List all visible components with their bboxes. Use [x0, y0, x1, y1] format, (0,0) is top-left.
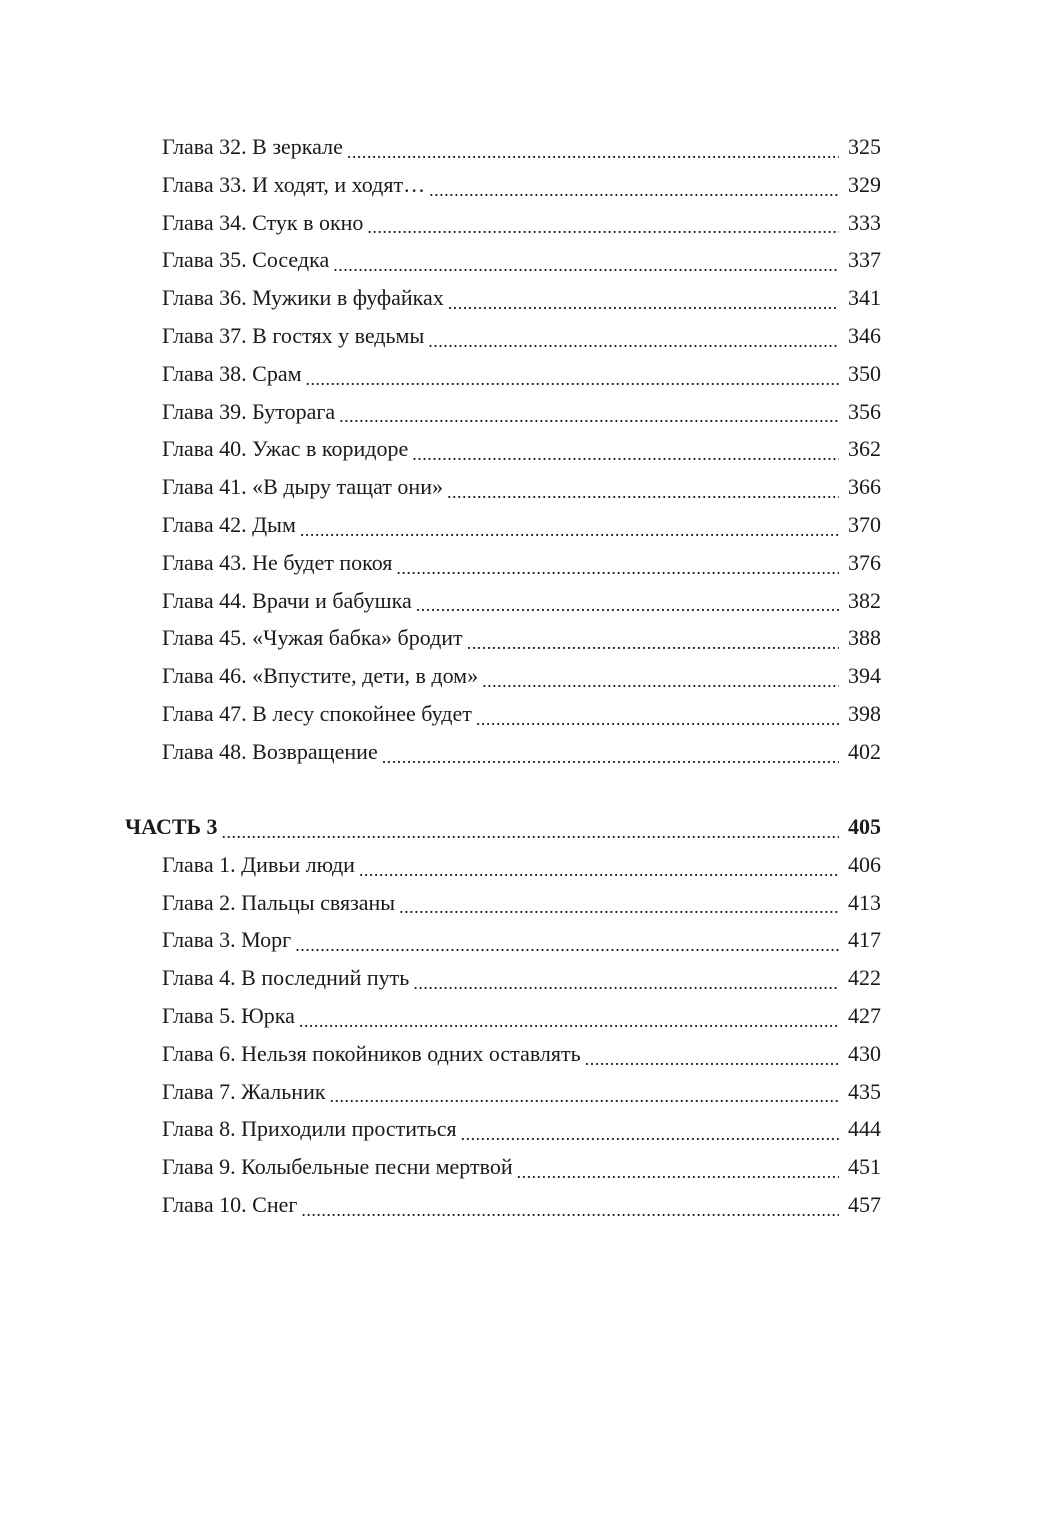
toc-entry-page: 366: [848, 474, 881, 500]
dot-leader: [428, 317, 839, 355]
toc-entry-page: 435: [848, 1078, 881, 1104]
toc-entry-page: 341: [848, 285, 881, 311]
dot-leader: [382, 733, 839, 771]
dot-leader: [330, 1073, 839, 1111]
toc-entry-title: Глава 33. И ходят, и ходят…: [162, 171, 426, 197]
toc-entry-page: 398: [848, 700, 881, 726]
toc-entry: [125, 506, 881, 544]
dot-leader: [399, 884, 839, 922]
dot-leader: [476, 695, 839, 733]
toc-entry-page: 413: [848, 889, 881, 915]
dot-leader: [416, 582, 839, 620]
toc-entry: [125, 544, 881, 582]
toc-entry: [125, 657, 881, 695]
part-page: 405: [848, 814, 881, 839]
toc-entry-page: 406: [848, 851, 881, 877]
toc-entry-title: Глава 34. Стук в окно: [162, 209, 364, 235]
dot-leader: [412, 430, 839, 468]
dot-leader: [447, 468, 839, 506]
toc-entry-title: Глава 48. Возвращение: [162, 738, 378, 764]
toc-entry: [125, 619, 881, 657]
dot-leader: [295, 921, 839, 959]
toc-entry-title: Глава 35. Соседка: [162, 247, 330, 273]
toc-entry-title: Глава 47. В лесу спокойнее будет: [162, 700, 472, 726]
toc-entry: [125, 317, 881, 355]
toc-entry: [125, 204, 881, 242]
toc-entry-title: Глава 5. Юрка: [162, 1002, 295, 1028]
toc-entry-title: Глава 1. Дивьи люди: [162, 851, 355, 877]
dot-leader: [301, 1186, 839, 1224]
toc-entry-title: Глава 9. Колыбельные песни мертвой: [162, 1154, 513, 1180]
toc-entry-title: Глава 4. В последний путь: [162, 965, 410, 991]
toc-entry-page: 382: [848, 587, 881, 613]
dot-leader: [306, 355, 839, 393]
dot-leader: [300, 506, 839, 544]
dot-leader: [339, 393, 839, 431]
toc-entry-title: Глава 8. Приходили проститься: [162, 1116, 457, 1142]
toc-entry-title: Глава 43. Не будет покоя: [162, 549, 393, 575]
toc-entry-title: Глава 10. Снег: [162, 1191, 298, 1217]
toc-entry-page: 427: [848, 1002, 881, 1028]
toc-entry-page: 333: [848, 209, 881, 235]
toc-entry-page: 362: [848, 436, 881, 462]
toc-entry-title: Глава 38. Срам: [162, 360, 302, 386]
dot-leader: [222, 808, 839, 846]
dot-leader: [585, 1035, 839, 1073]
toc-entry: [125, 241, 881, 279]
toc-entry-title: Глава 40. Ужас в коридоре: [162, 436, 409, 462]
dot-leader: [359, 846, 839, 884]
toc-entry: [125, 733, 881, 771]
toc-entry: [125, 884, 881, 922]
dot-leader: [347, 128, 839, 166]
dot-leader: [299, 997, 839, 1035]
toc-entry-page: 422: [848, 965, 881, 991]
toc-entry-page: 376: [848, 549, 881, 575]
toc-entry-title: Глава 46. «Впустите, дети, в дом»: [162, 663, 479, 689]
toc-entry-title: Глава 32. В зеркале: [162, 134, 343, 159]
toc-entry-page: 388: [848, 625, 881, 651]
toc-entry-page: 402: [848, 738, 881, 764]
toc-entry-title: Глава 2. Пальцы связаны: [162, 889, 396, 915]
toc-entry-page: 370: [848, 511, 881, 537]
toc-entry-title: Глава 39. Буторага: [162, 398, 336, 424]
toc-block-part-2-end: [125, 128, 881, 771]
part-title: ЧАСТЬ 3: [125, 814, 218, 839]
toc-entry: [125, 582, 881, 620]
dot-leader: [367, 204, 839, 242]
toc-entry: [125, 355, 881, 393]
toc-entry-title: Глава 6. Нельзя покойников одних оставлять: [162, 1040, 581, 1066]
toc-entry: [125, 846, 881, 884]
toc-entry-title: Глава 37. В гостях у ведьмы: [162, 322, 425, 348]
toc-entry-title: Глава 41. «В дыру тащат они»: [162, 474, 443, 500]
toc-entry-page: 444: [848, 1116, 881, 1142]
dot-leader: [448, 279, 839, 317]
toc-entry: [125, 1110, 881, 1148]
toc-entry-title: Глава 36. Мужики в фуфайках: [162, 285, 444, 311]
toc-entry-page: 430: [848, 1040, 881, 1066]
toc-entry-page: 325: [848, 134, 881, 159]
toc-entry: [125, 695, 881, 733]
toc-entry-page: 417: [848, 927, 881, 953]
toc-entry: [125, 279, 881, 317]
toc-entry: [125, 393, 881, 431]
toc-entry-page: 451: [848, 1154, 881, 1180]
toc-entry: [125, 430, 881, 468]
toc-entry-title: Глава 3. Морг: [162, 927, 292, 953]
toc-part-heading: [125, 808, 881, 846]
toc-entry: [125, 1148, 881, 1186]
toc-entry-page: 394: [848, 663, 881, 689]
dot-leader: [461, 1110, 839, 1148]
toc-entry: [125, 468, 881, 506]
dot-leader: [396, 544, 839, 582]
dot-leader: [467, 619, 839, 657]
toc-entry-page: 337: [848, 247, 881, 273]
toc-entry-title: Глава 45. «Чужая бабка» бродит: [162, 625, 463, 651]
dot-leader: [413, 959, 839, 997]
toc-block-part-3: [125, 808, 881, 1224]
toc-entry-page: 350: [848, 360, 881, 386]
toc-entry: [125, 1186, 881, 1224]
toc-entry: [125, 959, 881, 997]
toc-entry-page: 329: [848, 171, 881, 197]
toc-entry-page: 356: [848, 398, 881, 424]
dot-leader: [482, 657, 839, 695]
toc-entry-page: 457: [848, 1191, 881, 1217]
toc-entry-title: Глава 42. Дым: [162, 511, 296, 537]
toc-entry: [125, 1073, 881, 1111]
toc-entry-title: Глава 44. Врачи и бабушка: [162, 587, 412, 613]
toc-entry: [125, 1035, 881, 1073]
toc-entry: [125, 128, 881, 166]
toc-entry: [125, 921, 881, 959]
dot-leader: [333, 241, 839, 279]
toc-entry-page: 346: [848, 322, 881, 348]
dot-leader: [429, 166, 839, 204]
toc-entry-title: Глава 7. Жальник: [162, 1078, 326, 1104]
toc-entry: [125, 997, 881, 1035]
toc-entry: [125, 166, 881, 204]
dot-leader: [517, 1148, 839, 1186]
